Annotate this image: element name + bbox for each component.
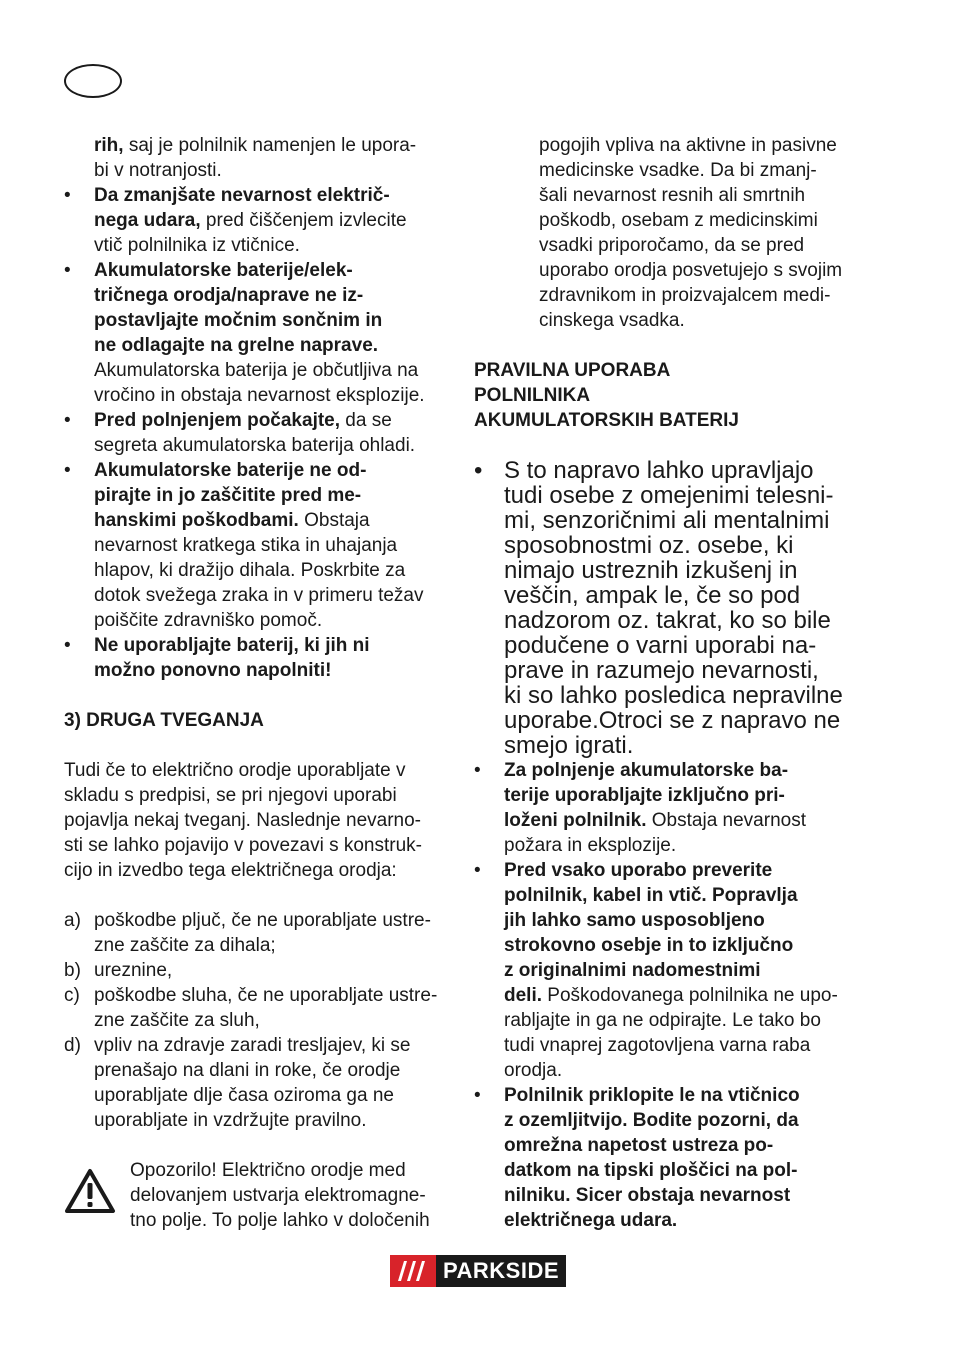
heading-line: AKUMULATORSKIH BATERIJ: [474, 410, 739, 431]
list-item-line: poškodbe pljuč, če ne uporabljate ustre-: [94, 910, 431, 931]
language-badge: [64, 64, 122, 98]
bullet-item: [64, 458, 454, 633]
large-text-line: tudi osebe z omejenimi telesni-: [504, 482, 834, 509]
bold-text: terije uporabljajte izključno pri-: [504, 785, 785, 806]
paragraph-line: cinskega vsadka.: [539, 310, 685, 331]
paragraph-line: skladu s predpisi, se pri njegovi uporabi: [64, 785, 397, 806]
bold-text: [504, 1083, 864, 1233]
bullet-icon: •: [474, 457, 483, 484]
section-heading: 3) DRUGA TVEGANJA: [64, 710, 264, 731]
bold-text: tričnega orodja/naprave ne iz-: [94, 285, 364, 306]
text: poiščite zdravniško pomoč.: [94, 610, 323, 631]
list-item-line: zne zaščite za dihala;: [94, 935, 276, 956]
paragraph-line: šali nevarnost resnih ali smrtnih: [539, 185, 806, 206]
bullet-icon: •: [64, 635, 71, 656]
bullet-icon: •: [474, 860, 481, 881]
bold-line: električnega udara.: [504, 1210, 678, 1231]
paragraph: [64, 758, 454, 883]
bold-line: z ozemljitvijo. Bodite pozorni, da: [504, 1110, 799, 1131]
heading-line: PRAVILNA UPORABA: [474, 360, 671, 381]
large-text: [504, 458, 864, 758]
text: da se: [340, 410, 392, 431]
text: nevarnost kratkega stika in uhajanja: [94, 535, 398, 556]
bold-text: nega udara,: [94, 210, 201, 231]
text: pred čiščenjem izvlecite: [200, 210, 407, 231]
text: požara in eksplozije.: [504, 835, 677, 856]
text: rabljajte in ga ne odpirajte. Le tako bo: [504, 1010, 821, 1031]
bullet-item: [474, 758, 864, 858]
bullet-icon: •: [474, 760, 481, 781]
paragraph-line: pogojih vpliva na aktivne in pasivne: [539, 135, 837, 156]
bold-text: Za polnjenje akumulatorske ba-: [504, 760, 789, 781]
list-label: c): [64, 985, 80, 1006]
bold-text: možno ponovno napolniti!: [94, 660, 332, 681]
warning-line: Opozorilo! Električno orodje med: [130, 1160, 406, 1181]
list-item: [64, 958, 454, 983]
bold-text: rih,: [94, 135, 124, 156]
list-item: [64, 1033, 454, 1133]
list-label: b): [64, 960, 81, 981]
text: Obstaja: [298, 510, 370, 531]
bold-line: nilniku. Sicer obstaja nevarnost: [504, 1185, 791, 1206]
large-text-line: mi, senzoričnimi ali mentalnimi: [504, 507, 830, 534]
bold-line: Polnilnik priklopite le na vtičnico: [504, 1085, 800, 1106]
logo-stripes: [390, 1255, 436, 1287]
bullet-item: [474, 1083, 864, 1233]
text: Poškodovanega polnilnika ne upo-: [542, 985, 838, 1006]
list-item-line: prenašajo na dlani in roke, če orodje: [94, 1060, 401, 1081]
paragraph-line: sti se lahko pojavijo v povezavi s konstruk-: [64, 835, 422, 856]
text: tudi vnaprej zagotovljena varna raba: [504, 1035, 811, 1056]
text: orodja.: [504, 1060, 563, 1081]
paragraph-line: poškodb, osebam z medicinskimi: [539, 210, 818, 231]
list-label: d): [64, 1035, 81, 1056]
text: Akumulatorska baterija je občutljiva na: [94, 360, 419, 381]
large-text-line: smejo igrati.: [504, 732, 634, 759]
text: vročino in obstaja nevarnost eksplozije.: [94, 385, 425, 406]
text: hlapov, ki dražijo dihala. Poskrbite za: [94, 560, 406, 581]
list-item-line: uporabljate dlje časa oziroma ga ne: [94, 1085, 394, 1106]
bold-text: postavljajte močnim sončnim in: [94, 310, 383, 331]
bold-text: pirajte in jo zaščitite pred me-: [94, 485, 362, 506]
paragraph-continuation: [474, 133, 864, 333]
bold-text: Pred vsako uporabo preverite: [504, 860, 773, 881]
text: segreta akumulatorska baterija ohladi.: [94, 435, 416, 456]
bold-text: loženi polnilnik.: [504, 810, 647, 831]
paragraph-continuation: [64, 133, 454, 183]
paragraph-line: zdravnikom in proizvajalcem medi-: [539, 285, 831, 306]
left-column: [64, 133, 454, 1233]
bullet-item: [64, 408, 454, 458]
paragraph-line: uporabo orodja posvetujejo s svojim: [539, 260, 843, 281]
bold-line: datkom na tipski ploščici na pol-: [504, 1160, 798, 1181]
section-heading: [474, 358, 864, 433]
heading-line: POLNILNIKA: [474, 385, 591, 406]
warning-line: tno polje. To polje lahko v določenih: [130, 1210, 430, 1231]
paragraph-line: cijo in izvedbo tega električnega orodja:: [64, 860, 397, 881]
warning-triangle-icon: [64, 1168, 116, 1214]
bullet-icon: •: [474, 1085, 481, 1106]
list-item-line: vpliv na zdravje zaradi tresljajev, ki se: [94, 1035, 411, 1056]
right-column: [474, 133, 864, 1233]
bold-text: jih lahko samo usposobljeno: [504, 910, 765, 931]
bullet-item: [64, 183, 454, 258]
lettered-list: [64, 908, 454, 1133]
bold-text: Da zmanjšate nevarnost električ-: [94, 185, 390, 206]
warning-note: [64, 1158, 454, 1233]
paragraph-line: vsadki priporočamo, da se pred: [539, 235, 805, 256]
list-item-line: zne zaščite za sluh,: [94, 1010, 260, 1031]
bold-line: omrežna napetost ustreza po-: [504, 1135, 774, 1156]
list-item: [64, 983, 454, 1033]
list-label: a): [64, 910, 81, 931]
large-text-line: sposobnostmi oz. osebe, ki: [504, 532, 794, 559]
logo-text: PARKSIDE: [436, 1255, 566, 1287]
bold-text: Akumulatorske baterije/elek-: [94, 260, 353, 281]
text: bi v notranjosti.: [94, 160, 222, 181]
large-text-line: nadzorom oz. takrat, ko so bile: [504, 607, 831, 634]
large-text-line: ki so lahko posledica nepravilne: [504, 682, 843, 709]
bold-text: polnilnik, kabel in vtič. Popravlja: [504, 885, 798, 906]
bullet-icon: •: [64, 260, 71, 281]
bullet-item-large: [474, 458, 864, 758]
bullet-icon: •: [64, 460, 71, 481]
large-text-line: uporabe.Otroci se z napravo ne: [504, 707, 841, 734]
bold-text: Akumulatorske baterije ne od-: [94, 460, 367, 481]
text: Obstaja nevarnost: [646, 810, 806, 831]
list-item: [64, 908, 454, 958]
text: vtič polnilnika iz vtičnice.: [94, 235, 300, 256]
list-item-line: poškodbe sluha, če ne uporabljate ustre-: [94, 985, 438, 1006]
bold-text: Pred polnjenjem počakajte,: [94, 410, 341, 431]
bold-text: deli.: [504, 985, 543, 1006]
bold-text: ne odlagajte na grelne naprave.: [94, 335, 379, 356]
bullet-icon: •: [64, 410, 71, 431]
paragraph-line: medicinske vsadke. Da bi zmanj-: [539, 160, 817, 181]
bold-text: strokovno osebje in to izključno: [504, 935, 794, 956]
list-item-line: uporabljate in vzdržujte pravilno.: [94, 1110, 367, 1131]
list-item-line: ureznine,: [94, 960, 173, 981]
warning-text: [130, 1158, 454, 1233]
bold-text: hanskimi poškodbami.: [94, 510, 299, 531]
parkside-logo: [390, 1255, 566, 1287]
paragraph-line: pojavlja nekaj tveganj. Naslednje nevarno-: [64, 810, 422, 831]
large-text-line: veščin, ampak le, če so pod: [504, 582, 801, 609]
paragraph-line: Tudi če to električno orodje uporabljate v: [64, 760, 406, 781]
warning-line: delovanjem ustvarja elektromagne-: [130, 1185, 426, 1206]
text: dotok svežega zraka in v primeru težav: [94, 585, 424, 606]
bullet-item: [474, 858, 864, 1083]
bold-text: z originalnimi nadomestnimi: [504, 960, 761, 981]
bullet-item: [64, 633, 454, 683]
bold-text: Ne uporabljajte baterij, ki jih ni: [94, 635, 370, 656]
large-text-line: prave in razumejo nevarnosti,: [504, 657, 819, 684]
bullet-icon: •: [64, 185, 71, 206]
text: saj je polnilnik namenjen le upora-: [123, 135, 417, 156]
bullet-item: [64, 258, 454, 408]
large-text-line: podučene o varni uporabi na-: [504, 632, 817, 659]
large-text-line: nimajo ustreznih izkušenj in: [504, 557, 798, 584]
large-text-line: S to napravo lahko upravljajo: [504, 457, 814, 484]
